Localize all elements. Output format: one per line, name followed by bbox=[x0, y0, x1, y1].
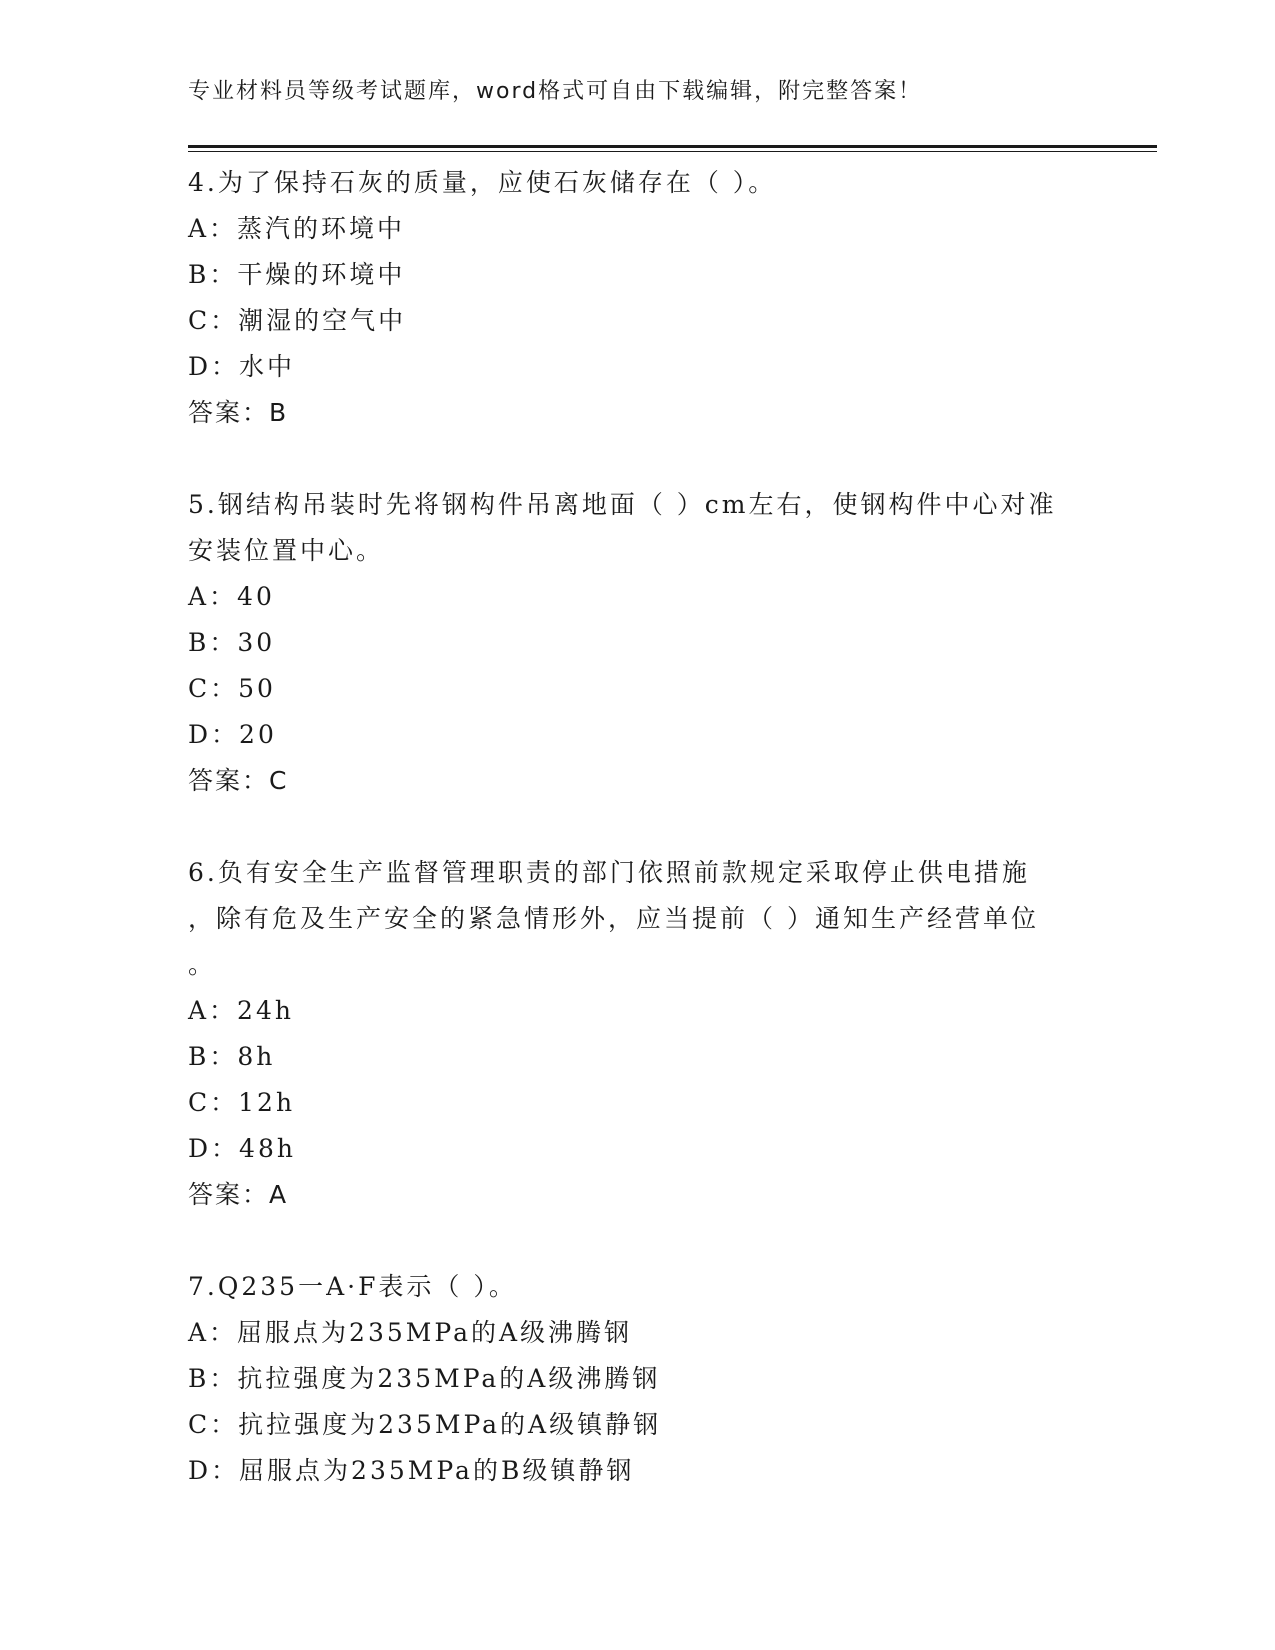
option-a: A：40 bbox=[188, 582, 275, 611]
option-b: B：抗拉强度为235MPa的A级沸腾钢 bbox=[188, 1364, 661, 1393]
question-5 bbox=[188, 482, 1088, 804]
answer-line: 答案：B bbox=[188, 398, 289, 427]
header-rule-thin bbox=[188, 151, 1157, 152]
option-b: B：干燥的环境中 bbox=[188, 260, 406, 289]
option-d: D：屈服点为235MPa的B级镇静钢 bbox=[188, 1456, 635, 1485]
question-stem-continued: 。 bbox=[188, 950, 217, 979]
answer-line: 答案：A bbox=[188, 1180, 289, 1209]
question-stem: 4.为了保持石灰的质量，应使石灰储存在（ ）。 bbox=[188, 168, 777, 197]
option-a: A：24h bbox=[188, 996, 294, 1025]
question-4 bbox=[188, 160, 1088, 436]
option-c: C：50 bbox=[188, 674, 276, 703]
option-d: D：水中 bbox=[188, 352, 296, 381]
option-a: A：屈服点为235MPa的A级沸腾钢 bbox=[188, 1318, 633, 1347]
page-header: 专业材料员等级考试题库，word格式可自由下载编辑，附完整答案！ bbox=[188, 79, 923, 104]
question-7 bbox=[188, 1264, 1088, 1494]
question-list bbox=[188, 160, 1088, 1540]
option-b: B：30 bbox=[188, 628, 276, 657]
option-d: D：20 bbox=[188, 720, 277, 749]
option-b: B：8h bbox=[188, 1042, 276, 1071]
option-c: C：抗拉强度为235MPa的A级镇静钢 bbox=[188, 1410, 662, 1439]
option-a: A：蒸汽的环境中 bbox=[188, 214, 406, 243]
question-stem: 6.负有安全生产监督管理职责的部门依照前款规定采取停止供电措施 bbox=[188, 858, 1030, 887]
question-stem-continued: ，除有危及生产安全的紧急情形外，应当提前（ ）通知生产经营单位 bbox=[188, 904, 1039, 933]
question-stem: 7.Q235一A·F表示（ ）。 bbox=[188, 1272, 517, 1301]
option-c: C：潮湿的空气中 bbox=[188, 306, 407, 335]
answer-line: 答案：C bbox=[188, 766, 289, 795]
question-stem: 5.钢结构吊装时先将钢构件吊离地面（ ）cm左右，使钢构件中心对准 bbox=[188, 490, 1057, 519]
header-rule-thick bbox=[188, 145, 1157, 148]
question-stem-continued: 安装位置中心。 bbox=[188, 536, 385, 565]
question-6 bbox=[188, 850, 1088, 1218]
option-c: C：12h bbox=[188, 1088, 296, 1117]
option-d: D：48h bbox=[188, 1134, 296, 1163]
